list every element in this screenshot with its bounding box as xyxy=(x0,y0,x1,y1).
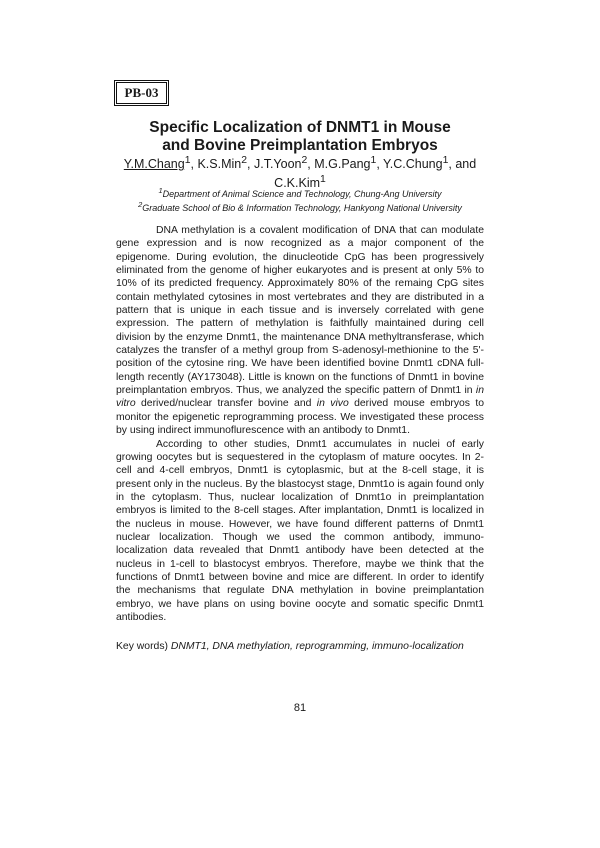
author-6-affil: 1 xyxy=(320,174,326,186)
author-4-affil: 1 xyxy=(370,155,377,166)
author-3: J.T.Yoon xyxy=(253,157,302,172)
abstract-p1-italic-1: in vitro xyxy=(116,385,484,410)
abstract-body xyxy=(116,224,484,624)
keywords xyxy=(116,640,484,653)
affiliation-2-number: 2 xyxy=(138,199,143,209)
author-4: M.G.Pang xyxy=(314,157,371,172)
affiliations xyxy=(116,186,484,213)
abstract-p1-part-b: derived/nuclear transfer bovine and xyxy=(141,398,312,410)
abstract-p1-italic-2: in vivo xyxy=(316,398,349,410)
author-1-affil: 1 xyxy=(184,155,191,166)
title-line-2: and Bovine Preimplantation Embryos xyxy=(162,137,438,154)
keywords-label: Key words) xyxy=(116,641,168,652)
affiliation-2 xyxy=(116,200,484,214)
affiliation-1-text: Department of Animal Science and Technology, Chung-Ang University xyxy=(162,189,442,199)
author-2-affil: 2 xyxy=(241,155,248,166)
abstract-paragraph-2: According to other studies, Dnmt1 accumulates in nuclei of early growing oocytes but is sequestered in the cytoplasm of mature oocytes. In 2-cell and 4-cell embryos, Dnmt1 is cytoplasmic, but at the 8-cell stage, it is present only in the nucleus. By the blastocyst stage, Dnmt1o is again found only in the cytoplasm. Thus, nuclear localization of Dnmt1o in preimplantation embryos is limited to the 8-cell stages. After implantation, Dnmt1 is localized in the nucleus in mouse. However, we have found different patterns of Dnmt1 nuclear localization. Though we used the common antibody, immuno-localization data revealed that Dnmt1 antibody have been detected at the nucleus in 1-cell to blastocyst embryos. Therefore, maybe we think that the functions of Dnmt1 between bovine and mice are different. In order to identify the mechanisms that regulate DNA methylation in bovine preimplantation embryo, we have plans on using bovine oocyte and somatic specific Dnmt1 antibodies. xyxy=(116,438,484,623)
author-3-affil: 2 xyxy=(301,155,308,166)
abstract-code-label: PB-03 xyxy=(116,82,167,104)
title-line-1: Specific Localization of DNMT1 in Mouse xyxy=(149,119,451,136)
abstract-p1-part-a: DNA methylation is a covalent modification of DNA that can modulate gene expression and is now recognized as a major component of the epigenome. During evolution, the dinucleotide CpG has been progressively eliminated from the genome of higher eukaryotes and is present at only 5% to 10% of its predicted frequency. Approximately 80% of the remaing CpG sites contain methylated cytosines in most vertebrates and they are distributed in a pattern that is unique in each tissue and is inversely correlated with gene expression. The pattern of methylation is faithfully maintained during cell division by the enzyme Dnmt1, the maintenance DNA methyltransferase, which catalyzes the transfer of a methyl group from S-adenosyl-methionine to the 5'-position of the cytosine ring. We have been identified bovine Dnmt1 cDNA full-length recently (AY173048). Little is known on the functions of Dnmt1 in bovine preimplantation embryos. Thus, we analyzed the specific pattern of Dnmt1 in xyxy=(116,225,484,397)
affiliation-1-number: 1 xyxy=(158,186,163,195)
affiliation-2-text: Graduate School of Bio & Information Technology, Hankyong National University xyxy=(142,202,462,213)
abstract-paragraph-1 xyxy=(116,224,484,438)
keywords-text: DNMT1, DNA methylation, reprogramming, immuno-localization xyxy=(170,641,464,652)
author-conjunction: and xyxy=(455,157,477,172)
author-2: K.S.Min xyxy=(197,157,242,172)
author-list: Y.M.Chang$^1$, K.S.Min$^2$, J.T.Yoon$^2$, M.G.Pang$^1$, Y.C.Chung$^1$, and C.K.Kim$^1$ xyxy=(123,155,477,191)
author-1: Y.M.Chang xyxy=(123,157,185,172)
abstract-p1-part-c: derived mouse embryos to monitor the epigenetic reprogramming process. We investigated these process by using indirect immunoflurescence with an antibody to Dnmt1. xyxy=(116,398,485,437)
author-5-affil: 1 xyxy=(442,155,449,166)
author-5: Y.C.Chung xyxy=(383,157,443,172)
author-6: C.K.Kim xyxy=(274,176,321,191)
paper-title xyxy=(116,119,484,155)
affiliation-1 xyxy=(116,186,484,200)
page-number: 81 xyxy=(293,702,307,714)
